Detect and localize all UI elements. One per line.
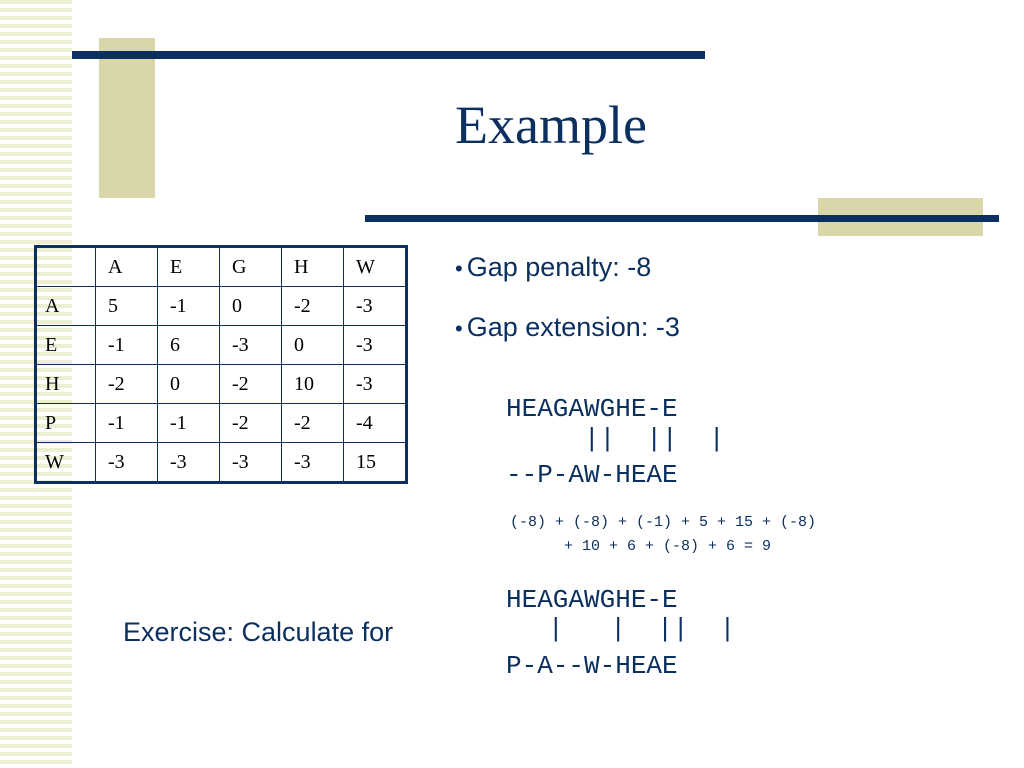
- matrix-cell: -3: [96, 443, 158, 483]
- matrix-cell: -3: [220, 326, 282, 365]
- bullet-dot-icon: •: [455, 316, 463, 341]
- bullet-text: Gap extension: -3: [466, 312, 680, 342]
- exercise-bottom-sequence: P-A--W-HEAE: [506, 651, 678, 681]
- substitution-matrix: [34, 245, 408, 484]
- alignment1-bottom-sequence: --P-AW-HEAE: [506, 460, 678, 490]
- bullet-gap-extension: [455, 312, 680, 372]
- matrix-header-cell: W: [344, 247, 407, 287]
- matrix-cell: -3: [344, 326, 407, 365]
- matrix-row: [36, 287, 407, 326]
- slide-title: Example: [455, 95, 647, 155]
- matrix-cell: -2: [220, 404, 282, 443]
- exercise-top-sequence: HEAGAWGHE-E: [506, 585, 678, 615]
- matrix-cell: -3: [158, 443, 220, 483]
- score-calculation-line1: (-8) + (-8) + (-1) + 5 + 15 + (-8): [510, 514, 817, 531]
- matrix-row-label: H: [36, 365, 96, 404]
- bullet-gap-penalty: [455, 252, 680, 312]
- exercise-match-bars: | | || |: [548, 614, 736, 644]
- matrix-header-cell: G: [220, 247, 282, 287]
- matrix-cell: -1: [96, 404, 158, 443]
- decorative-tan-block-left: [99, 38, 155, 198]
- matrix-cell: -3: [344, 365, 407, 404]
- matrix-header-row: [36, 247, 407, 287]
- matrix-row: [36, 404, 407, 443]
- matrix-cell: -2: [96, 365, 158, 404]
- matrix-cell: 0: [220, 287, 282, 326]
- matrix-cell: -2: [282, 404, 344, 443]
- matrix-row-label: E: [36, 326, 96, 365]
- matrix-row-label: W: [36, 443, 96, 483]
- alignment1-match-bars: || || |: [584, 424, 725, 454]
- matrix-cell: -1: [158, 287, 220, 326]
- matrix-cell: -2: [220, 365, 282, 404]
- matrix-cell: -1: [96, 326, 158, 365]
- matrix-cell: -2: [282, 287, 344, 326]
- matrix-cell: -4: [344, 404, 407, 443]
- matrix-row-label: P: [36, 404, 96, 443]
- matrix-row: [36, 443, 407, 483]
- matrix-cell: 0: [282, 326, 344, 365]
- alignment1-top-sequence: HEAGAWGHE-E: [506, 394, 678, 424]
- matrix-row: [36, 365, 407, 404]
- matrix-header-cell: A: [96, 247, 158, 287]
- middle-rule: [365, 215, 999, 222]
- exercise-label: Exercise: Calculate for: [123, 617, 394, 647]
- matrix-cell: -3: [220, 443, 282, 483]
- matrix-cell: -3: [344, 287, 407, 326]
- matrix-cell: 6: [158, 326, 220, 365]
- score-calculation-line2: + 10 + 6 + (-8) + 6 = 9: [564, 538, 772, 555]
- matrix-cell: -1: [158, 404, 220, 443]
- bullet-dot-icon: •: [455, 256, 463, 281]
- matrix-header-cell: H: [282, 247, 344, 287]
- matrix-cell: 0: [158, 365, 220, 404]
- matrix-cell: 10: [282, 365, 344, 404]
- matrix-cell: 15: [344, 443, 407, 483]
- bullet-list: [455, 252, 680, 372]
- matrix-cell: 5: [96, 287, 158, 326]
- matrix-corner-cell: [36, 247, 96, 287]
- matrix-cell: -3: [282, 443, 344, 483]
- matrix-row-label: A: [36, 287, 96, 326]
- matrix-header-cell: E: [158, 247, 220, 287]
- top-rule: [72, 51, 705, 59]
- bullet-text: Gap penalty: -8: [466, 252, 652, 282]
- matrix-row: [36, 326, 407, 365]
